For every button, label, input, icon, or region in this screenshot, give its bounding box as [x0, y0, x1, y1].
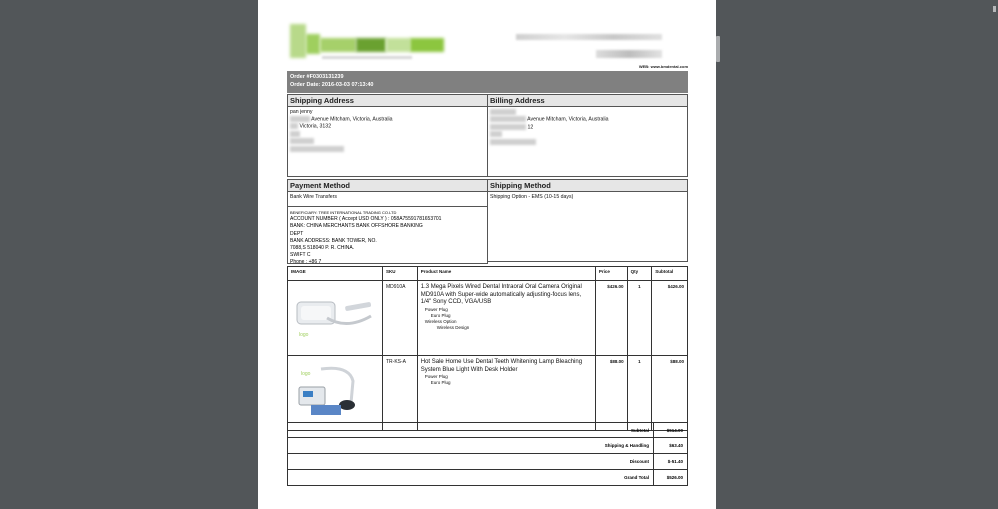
totals-value: $63.40	[669, 443, 683, 448]
product-name-cell	[417, 356, 595, 431]
option-label: Power Plug	[424, 374, 448, 379]
bank-phone: Phone : +86 7	[290, 259, 322, 266]
payment-method-value: Bank Wire Transfers	[290, 194, 337, 200]
bank-swift: SWIFT C	[290, 252, 311, 259]
col-sku: SKU	[383, 267, 418, 281]
billing-address-title: Billing Address	[488, 95, 687, 107]
bank-account: ACCOUNT NUMBER ( Accept USD ONLY ) : 058A75591781653701	[290, 216, 442, 223]
company-address-blurred	[516, 34, 662, 40]
price-cell: $426.00	[595, 281, 627, 356]
totals-value: $526.00	[666, 475, 683, 480]
scroll-thumb[interactable]	[716, 36, 720, 62]
product-name-cell	[417, 281, 595, 356]
intraoral-camera-image	[291, 286, 379, 348]
option-value: Euro Plug	[430, 312, 451, 318]
col-product-name: Product Name	[417, 267, 595, 281]
col-subtotal: Subtotal	[652, 267, 688, 281]
totals-label: Grand Total	[624, 475, 649, 480]
whitening-lamp-image	[291, 361, 379, 423]
table-header-row	[288, 267, 688, 281]
sku-cell: TR-KS-A	[383, 356, 418, 431]
option-label: Wireless Option	[424, 318, 457, 324]
product-name: Hot Sale Home Use Dental Teeth Whitening Lamp Bleaching System Blue Light With Desk Holder	[420, 359, 583, 373]
shipping-method-title: Shipping Method	[488, 180, 687, 192]
totals-row-grand-total	[287, 470, 688, 486]
product-image-cell	[288, 356, 383, 431]
shipping-address-box	[287, 94, 488, 177]
bank-address: BANK ADDRESS: BANK TOWER, NO.	[290, 237, 377, 244]
order-date: Order Date: 2016-03-03 07:13:40	[290, 82, 374, 88]
bank-address-2: 7088,S 518040 P. R. CHINA.	[290, 245, 355, 252]
product-name: 1.3 Mega Pixels Wired Dental Intraoral Oral Camera Original MD910A with Super-wide automatically adjusting-focus lens, 1/4" Sony CCD, VGA/USB	[420, 284, 582, 305]
col-image: IMAGE	[288, 267, 383, 281]
bank-dept: DEPT	[290, 230, 304, 237]
company-logo	[288, 22, 448, 67]
table-row	[288, 281, 688, 356]
shipping-method-box	[487, 179, 688, 262]
billing-street: Avenue Mitcham, Victoria, Australia	[527, 116, 609, 123]
svg-text:logo: logo	[301, 371, 311, 377]
totals-row-shipping	[287, 438, 688, 454]
totals-label: Shipping & Handling	[604, 443, 649, 448]
billing-address-box	[487, 94, 688, 177]
scroll-up-arrow[interactable]	[993, 6, 996, 12]
shipping-method-value: Shipping Option - EMS (10-15 days)	[490, 194, 574, 200]
table-row	[288, 356, 688, 431]
shipping-name: pan jenny	[290, 109, 313, 115]
totals-label: Subtotal	[631, 428, 649, 433]
totals-label: Discount	[629, 459, 649, 464]
invoice-page	[258, 0, 716, 509]
billing-city: 12	[527, 124, 534, 131]
option-value: Euro Plug	[430, 380, 451, 385]
order-items-table	[287, 266, 688, 431]
order-info-bar	[287, 71, 688, 93]
shipping-city: Victoria, 3132	[299, 123, 332, 130]
qty-cell: 1	[627, 281, 652, 356]
sku-cell: MD910A	[383, 281, 418, 356]
qty-cell: 1	[627, 356, 652, 431]
shipping-street: Avenue Mitcham, Victoria, Australia	[311, 116, 393, 123]
option-value: Wireless Design	[436, 324, 470, 330]
payment-method-box	[287, 179, 488, 264]
option-label: Power Plug	[424, 306, 448, 312]
payment-method-title: Payment Method	[288, 180, 487, 192]
totals-row-discount	[287, 454, 688, 470]
bank-beneficiary: BENEFICIARY: TREE INTERNATIONAL TRADING CO.LTD	[290, 210, 397, 215]
price-cell: $88.00	[595, 356, 627, 431]
col-price: Price	[595, 267, 627, 281]
product-image-cell	[288, 281, 383, 356]
website-label: WEB: www.bmdental.com	[638, 64, 688, 69]
subtotal-cell: $426.00	[652, 281, 688, 356]
col-qty: Qty	[627, 267, 652, 281]
totals-value: $514.00	[666, 428, 683, 433]
order-number: Order #F0303131239	[290, 74, 344, 80]
totals-value: $-51.40	[667, 459, 683, 464]
subtotal-cell: $88.00	[652, 356, 688, 431]
company-phone-blurred	[596, 50, 662, 58]
totals-row-subtotal	[287, 422, 688, 438]
bank-details	[288, 206, 487, 269]
shipping-address-title: Shipping Address	[288, 95, 487, 107]
svg-text:logo: logo	[299, 332, 309, 338]
bank-name: BANK: CHINA MERCHANTS BANK OFFSHORE BANKING	[290, 223, 423, 230]
